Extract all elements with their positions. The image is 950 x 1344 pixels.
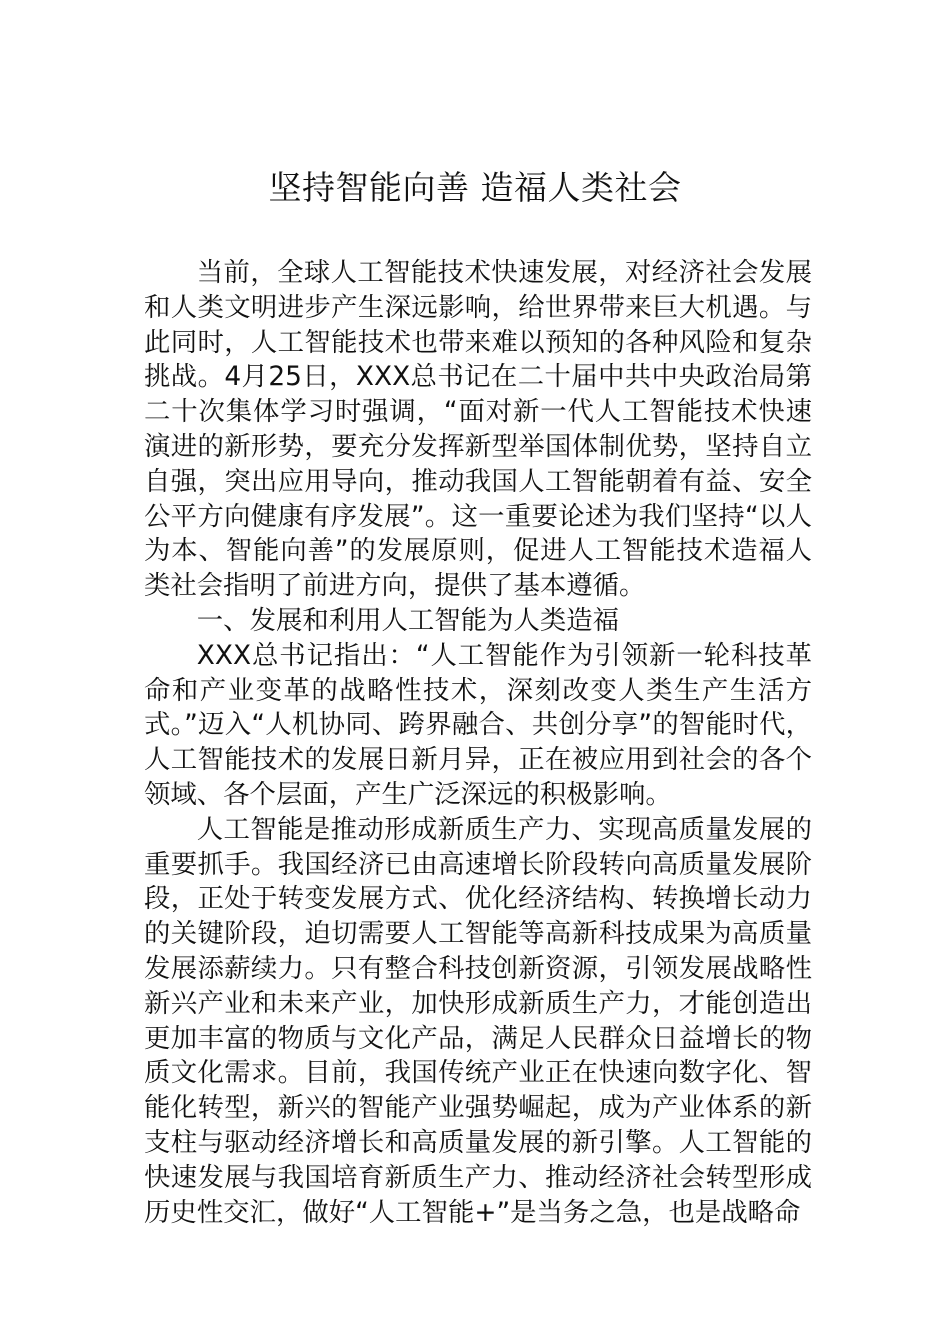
section-heading-1: 一、发展和利用人工智能为人类造福 — [196, 604, 620, 636]
paragraph-intro: 当前，全球人工智能技术快速发展，对经济社会发展和人类文明进步产生深远影响，给世界带来巨大机遇。与此同时，人工智能技术也带来难以预知的各种风险和复杂挑战。4月25日，XXX总书记在二十届中共中央政治局第二十次集体学习时强调，“面对新一代人工智能技术快速演进的新形势，要充分发挥新型举国体制优势，坚持自立自强，突出应用导向，推动我国人工智能朝着有益、安全公平方向健康有序发展”。这一重要论述为我们坚持“以人为本、智能向善”的发展原则，促进人工智能技术造福人类社会指明了前进方向，提供了基本遵循。 — [144, 257, 812, 602]
document-title: 坚持智能向善 造福人类社会 — [268, 168, 682, 207]
paragraph-quote: XXX总书记指出：“人工智能作为引领新一轮科技革命和产业变革的战略性技术，深刻改变人类生产生活方式。”迈入“人机协同、跨界融合、共创分享”的智能时代，人工智能技术的发展日新月异，正在被应用到社会的各个领域、各个层面，产生广泛深远的积极影响。 — [144, 639, 812, 810]
document-body — [144, 256, 812, 1230]
paragraph-new-productivity: 人工智能是推动形成新质生产力、实现高质量发展的重要抓手。我国经济已由高速增长阶段转向高质量发展阶段，正处于转变发展方式、优化经济结构、转换增长动力的关键阶段，迫切需要人工智能等高新科技成果为高质量发展添薪续力。只有整合科技创新资源，引领发展战略性新兴产业和未来产业，加快形成新质生产力，才能创造出更加丰富的物质与文化产品，满足人民群众日益增长的物质文化需求。目前，我国传统产业正在快速向数字化、智能化转型，新兴的智能产业强势崛起，成为产业体系的新支柱与驱动经济增长和高质量发展的新引擎。人工智能的快速发展与我国培育新质生产力、推动经济社会转型形成历史性交汇，做好“人工智能+”是当务之急，也是战略命 — [144, 813, 812, 1228]
